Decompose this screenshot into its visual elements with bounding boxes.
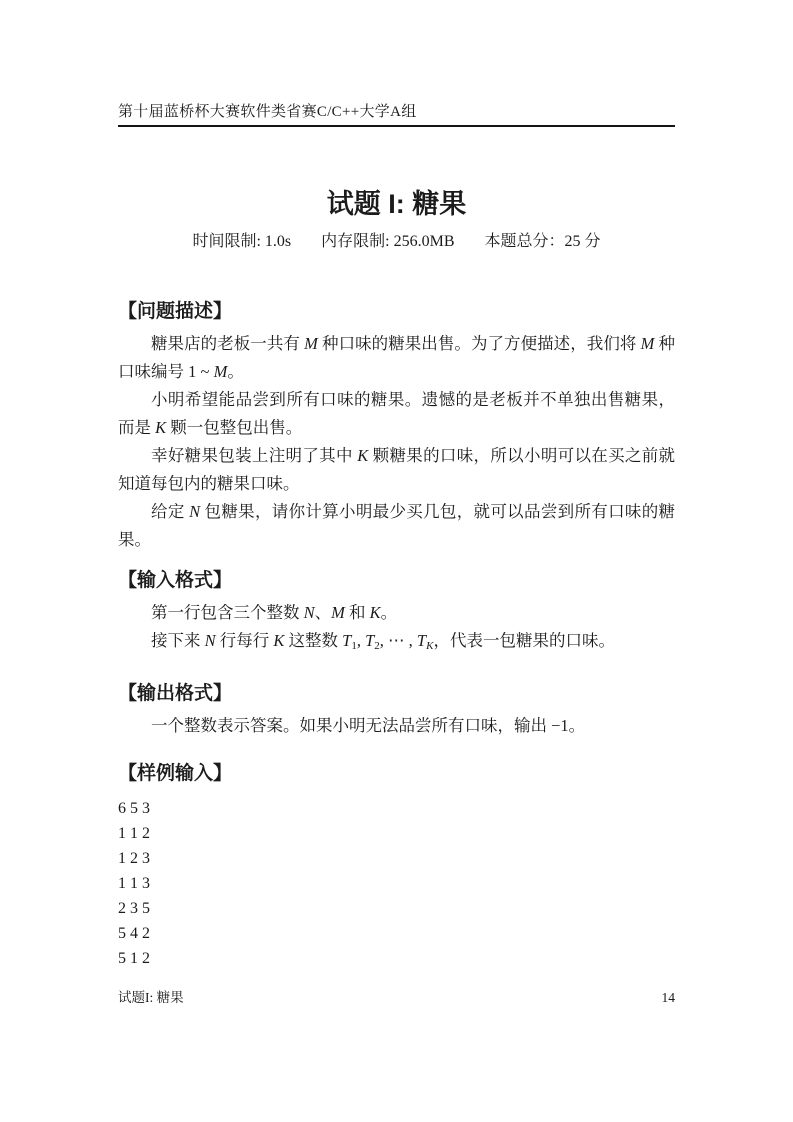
section-heading-sample-input: 【样例输入】: [118, 763, 233, 784]
sample-input-line: 5 1 2: [118, 950, 150, 967]
problem-paragraph-1: 糖果店的老板一共有 M 种口味的糖果出售。为了方便描述，我们将 M 种口味编号 1 ~ M。: [118, 334, 675, 381]
input-format-paragraph-1: 第一行包含三个整数 N、M 和 K。: [151, 603, 398, 622]
time-limit: 时间限制: 1.0s: [192, 233, 292, 250]
page-number: 14: [661, 990, 675, 1005]
sample-input-line: 2 3 5: [118, 900, 150, 917]
sample-input-line: 1 2 3: [118, 850, 150, 867]
problem-paragraph-3: 幸好糖果包装上注明了其中 K 颗糖果的口味，所以小明可以在买之前就知道每包内的糖果口味。: [118, 446, 676, 493]
problem-paragraph-2: 小明希望能品尝到所有口味的糖果。遗憾的是老板并不单独出售糖果，而是 K 颗一包整包出售。: [118, 390, 675, 437]
sample-input-block: [118, 796, 675, 971]
section-heading-output-format: 【输出格式】: [118, 683, 233, 704]
problem-paragraph-4: 给定 N 包糖果，请你计算小明最少买几包，就可以品尝到所有口味的糖果。: [118, 502, 676, 549]
page-footer: [118, 989, 675, 1007]
sample-input-line: 1 1 2: [118, 825, 150, 842]
limits-line: [118, 231, 675, 253]
page-content: [118, 187, 675, 971]
sample-input-line: 6 5 3: [118, 800, 150, 817]
footer-title: 试题I: 糖果: [118, 990, 184, 1005]
section-heading-input-format: 【输入格式】: [118, 570, 233, 591]
total-score: 本题总分：25 分: [484, 233, 601, 250]
input-format-paragraph-2: 接下来 N 行每行 K 这整数 T1, T2, ⋯ , TK，代表一包糖果的口味。: [151, 631, 615, 652]
problem-title: 试题 I: 糖果: [326, 189, 467, 219]
sample-input-line: 5 4 2: [118, 925, 150, 942]
sample-input-line: 1 1 3: [118, 875, 150, 892]
output-format-paragraph-1: 一个整数表示答案。如果小明无法品尝所有口味，输出 −1。: [151, 716, 586, 735]
page-header: [118, 0, 675, 127]
section-heading-problem-description: 【问题描述】: [118, 301, 233, 322]
memory-limit: 内存限制: 256.0MB: [321, 233, 455, 250]
header-text: 第十届蓝桥杯大赛软件类省赛C/C++大学A组: [118, 104, 417, 120]
